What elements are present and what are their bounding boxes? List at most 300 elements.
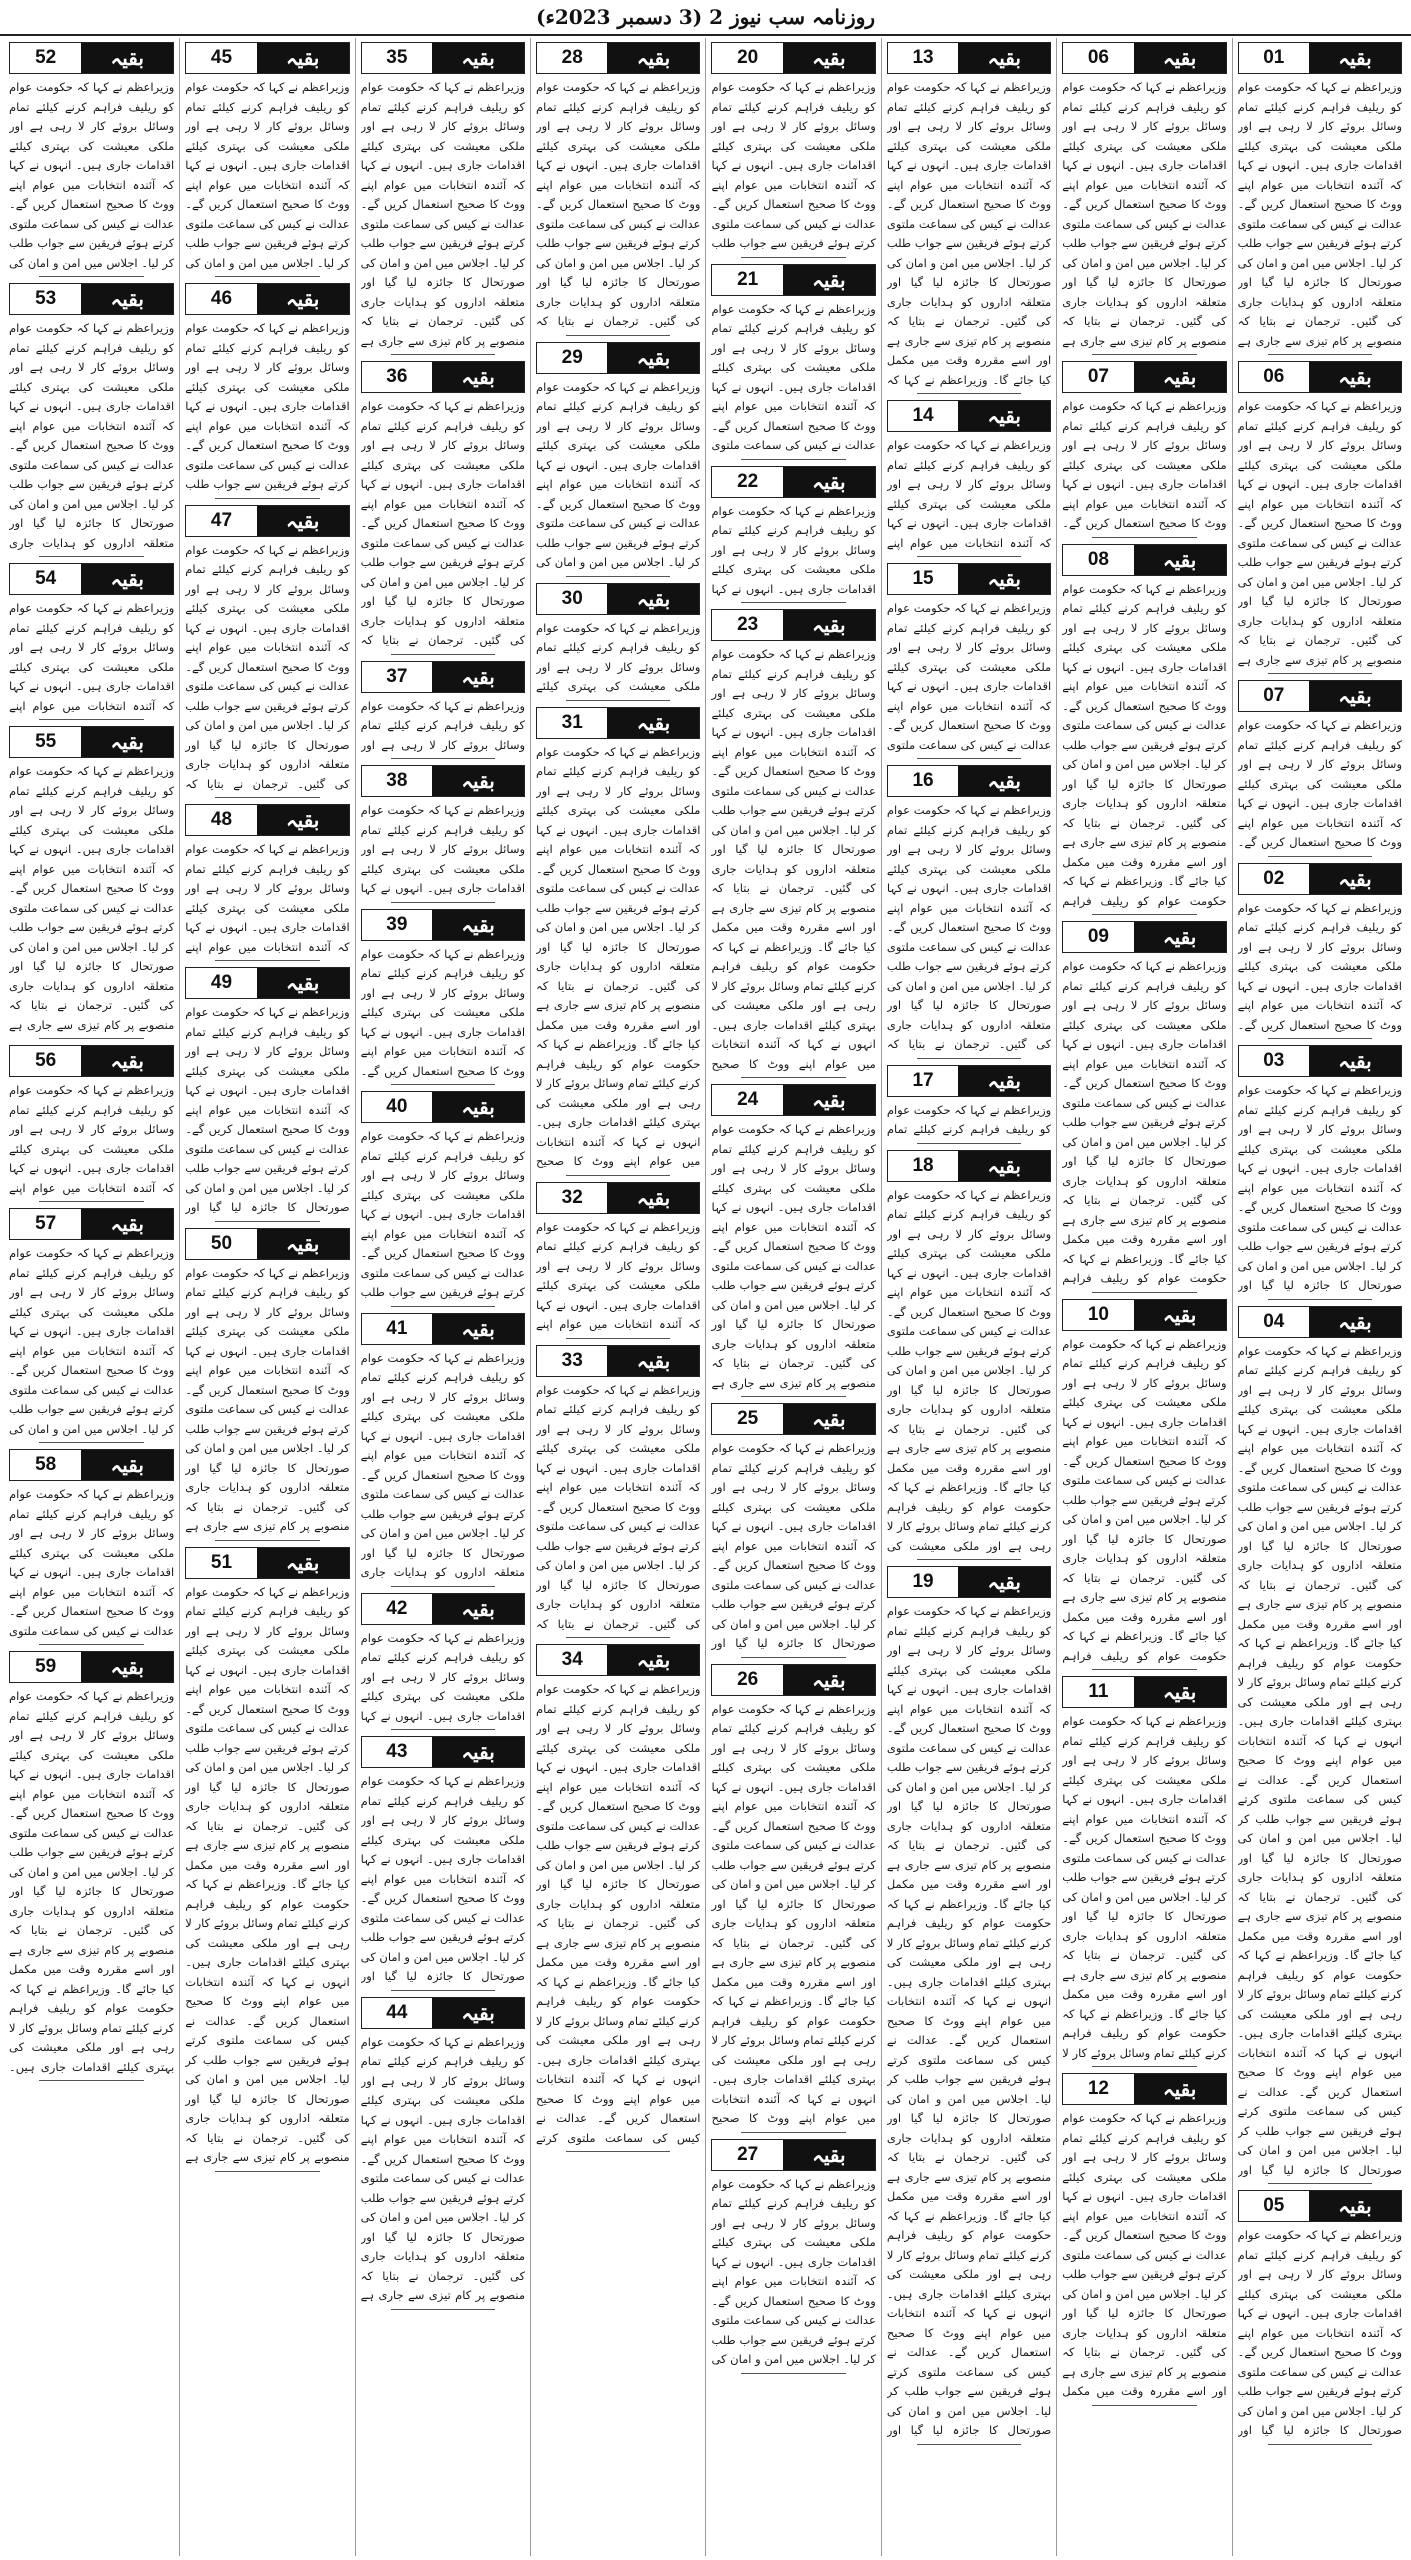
end-rule — [215, 2171, 319, 2172]
continuation-number: 25 — [712, 1404, 782, 1434]
baqiya-label: بقیہ — [1309, 2191, 1401, 2221]
continuation-number: 44 — [362, 1998, 432, 2028]
continuation-number: 08 — [1063, 545, 1133, 575]
baqiya-header — [361, 661, 525, 693]
baqiya-label: بقیہ — [783, 2140, 875, 2170]
baqiya-label: بقیہ — [607, 1183, 699, 1213]
baqiya-header — [711, 1084, 875, 1116]
baqiya-header — [887, 563, 1051, 595]
continuation-block — [887, 42, 1051, 394]
baqiya-label: بقیہ — [257, 1229, 349, 1259]
continuation-number: 42 — [362, 1594, 432, 1624]
article-text: وزیراعظم نے کہا کہ حکومت عوام کو ریلیف فراہم کرنے کیلئے تمام وسائل بروئے کار لا رہی ہے اور ملکی معیشت کی بہتری کیلئے اقدامات جاری ہیں۔ انہوں نے کہا کہ آئندہ انتخابات میں عوام اپنے ووٹ کا صحیح استعمال کریں گے۔ عدالت نے کیس کی سماعت ملتوی — [886, 601, 1052, 752]
end-rule — [215, 960, 319, 961]
end-rule — [39, 1442, 144, 1443]
continuation-number: 07 — [1239, 681, 1309, 711]
baqiya-label: بقیہ — [1134, 43, 1226, 73]
continuation-number: 55 — [10, 727, 81, 757]
baqiya-header — [1238, 863, 1402, 895]
article-text: وزیراعظم نے کہا کہ حکومت عوام کو ریلیف فراہم کرنے کیلئے تمام وسائل بروئے کار لا رہی ہے اور ملکی معیشت کی بہتری کیلئے اقدامات جاری ہیں۔ انہوں نے کہا کہ آئندہ انتخابات میں عوام اپنے ووٹ کا صحیح استعمال کریں گے۔ عدالت نے کیس کی سماعت ملتوی کرتے ہوئے فریقین سے جواب طلب کر لیا۔ اجلاس میں امن و امان کی — [185, 80, 350, 270]
article-text: وزیراعظم نے کہا کہ حکومت عوام کو ریلیف فراہم کرنے کیلئے تمام وسائل بروئے کار لا رہی ہے اور ملکی معیشت کی بہتری کیلئے اقدامات جاری ہیں۔ انہوں نے کہا کہ آئندہ انتخابات میں عوام اپنے — [185, 842, 350, 954]
baqiya-header — [536, 42, 700, 74]
continuation-block — [361, 909, 525, 1086]
baqiya-label: بقیہ — [257, 968, 349, 998]
baqiya-header — [361, 1736, 525, 1768]
continuation-block — [1238, 680, 1402, 857]
baqiya-label: بقیہ — [958, 766, 1050, 796]
baqiya-header — [1238, 42, 1402, 74]
column — [881, 38, 1056, 2556]
baqiya-label: بقیہ — [81, 1209, 173, 1239]
continuation-number: 40 — [362, 1092, 432, 1122]
article-text: وزیراعظم نے کہا کہ حکومت عوام کو ریلیف فراہم کرنے کیلئے تمام وسائل بروئے کار لا رہی ہے اور ملکی معیشت کی بہتری کیلئے اقدامات جاری ہیں۔ انہوں نے کہا کہ آئندہ انتخابات میں عوام اپنے ووٹ کا صحیح استعمال کریں گے۔ عدالت نے کیس کی سماعت ملتوی کرتے ہوئے فریقین سے جواب طلب کر لیا۔ اجلاس میں امن و امان کی صورتحال کا جائزہ لیا گیا اور متعلقہ اداروں کو ہدایات جاری کی گئیں۔ ترجمان نے بتایا کہ — [536, 80, 701, 328]
article-text: وزیراعظم نے کہا کہ حکومت عوام کو ریلیف فراہم کرنے کیلئے تمام وسائل بروئے کار لا رہی ہے اور ملکی معیشت کی بہتری کیلئے اقدامات جاری ہیں۔ انہوں نے کہا کہ آئندہ انتخابات میں عوام اپنے ووٹ کا صحیح استعمال کریں گے۔ عدالت نے کیس کی سماعت ملتوی کرتے ہوئے فریقین سے جواب طلب کر لیا۔ اجلاس میں امن و امان کی صورتحال کا جائزہ لیا گیا اور متعلقہ اداروں کو ہدایات جاری کی گئیں۔ ترجمان نے بتایا کہ منصوبے پر کام تیزی سے جاری ہے اور اسے مقررہ وقت میں مکمل کیا جائے گا۔ وزیراعظم نے کہا کہ حکومت عوام کو ریلیف فراہم کرنے کیلئے تمام وسائل بروئے کار لا رہی ہے اور ملکی معیشت کی بہتری کیلئے اقدامات جاری ہیں۔ انہوں نے کہا کہ آئندہ انتخابات میں عوام اپنے ووٹ کا صحیح — [711, 647, 876, 1071]
continuation-block — [1062, 1676, 1226, 2067]
article-text: وزیراعظم نے کہا کہ حکومت عوام کو ریلیف فراہم کرنے کیلئے تمام وسائل بروئے کار لا رہی ہے اور ملکی معیشت کی بہتری کیلئے اقدامات جاری ہیں۔ انہوں نے کہا — [360, 803, 526, 895]
column — [355, 38, 530, 2556]
article-text: وزیراعظم نے کہا کہ حکومت عوام کو ریلیف فراہم کرنے کیلئے تمام وسائل بروئے کار لا رہی ہے اور ملکی معیشت کی بہتری کیلئے اقدامات جاری ہیں۔ انہوں نے کہا کہ آئندہ انتخابات میں عوام اپنے ووٹ کا صحیح استعمال کریں گے۔ عدالت نے کیس کی سماعت ملتوی کرتے ہوئے فریقین سے جواب طلب کر لیا۔ اجلاس میں امن و امان کی صورتحال کا جائزہ لیا گیا اور متعلقہ اداروں کو ہدایات جاری کی گئیں۔ ترجمان نے بتایا کہ منصوبے پر کام تیزی سے جاری ہے اور اسے مقررہ وقت میں مکمل کیا جائے گا۔ وزیراعظم نے کہا کہ حکومت عوام کو ریلیف فراہم — [1062, 581, 1227, 908]
baqiya-label: بقیہ — [1134, 362, 1226, 392]
continuation-block — [887, 1566, 1051, 2445]
baqiya-label: بقیہ — [81, 727, 173, 757]
continuation-number: 58 — [10, 1450, 81, 1480]
end-rule — [391, 354, 495, 355]
end-rule — [917, 758, 1021, 759]
end-rule — [1092, 2405, 1196, 2406]
article-text: وزیراعظم نے کہا کہ حکومت عوام کو ریلیف فراہم کرنے کیلئے تمام وسائل بروئے کار لا رہی ہے اور ملکی معیشت کی بہتری کیلئے اقدامات جاری ہیں۔ انہوں نے کہا کہ آئندہ انتخابات میں عوام اپنے ووٹ کا صحیح استعمال کریں گے۔ عدالت نے کیس کی سماعت ملتوی کرتے ہوئے فریقین سے جواب طلب کر لیا۔ اجلاس میں امن و امان کی — [9, 1246, 175, 1436]
baqiya-header — [536, 1644, 700, 1676]
baqiya-label: بقیہ — [257, 43, 349, 73]
continuation-number: 13 — [888, 43, 958, 73]
continuation-block — [361, 661, 525, 760]
continuation-block — [536, 42, 700, 336]
end-rule — [917, 1559, 1021, 1560]
continuation-block — [887, 765, 1051, 1059]
article-text: وزیراعظم نے کہا کہ حکومت عوام کو ریلیف فراہم کرنے کیلئے تمام وسائل بروئے کار لا رہی ہے اور ملکی معیشت کی بہتری کیلئے اقدامات جاری ہیں۔ انہوں نے کہا کہ آئندہ انتخابات میں عوام اپنے ووٹ کا صحیح استعمال کریں گے۔ عدالت نے کیس کی سماعت ملتوی کرتے ہوئے فریقین سے جواب طلب کر لیا۔ اجلاس میں امن و امان کی صورتحال کا جائزہ لیا گیا اور متعلقہ اداروں کو ہدایات جاری کی گئیں۔ ترجمان نے بتایا کہ منصوبے پر کام تیزی سے جاری ہے اور اسے مقررہ وقت میں مکمل کیا جائے گا۔ وزیراعظم نے کہا کہ حکومت عوام کو ریلیف فراہم کرنے کیلئے تمام وسائل بروئے کار لا رہی ہے اور ملکی معیشت کی بہتری کیلئے اقدامات جاری ہیں۔ انہوں نے کہا کہ آئندہ انتخابات میں عوام اپنے ووٹ کا صحیح استعمال کریں گے۔ عدالت نے کیس کی سماعت ملتوی کرتے ہوئے فریقین سے جواب طلب کر لیا۔ اجلاس میں امن و امان کی صورتحال کا جائزہ لیا گیا اور متعلقہ اداروں کو ہدایات جاری کی گئیں۔ ترجمان نے بتایا کہ منصوبے پر کام تیزی سے جاری ہے — [185, 1584, 350, 2164]
baqiya-label: بقیہ — [1134, 1677, 1226, 1707]
end-rule — [391, 654, 495, 655]
continuation-number: 36 — [362, 362, 432, 392]
continuation-block — [1238, 361, 1402, 674]
baqiya-header — [1062, 42, 1226, 74]
end-rule — [1268, 2444, 1372, 2445]
end-rule — [39, 1644, 144, 1645]
baqiya-header — [185, 42, 349, 74]
continuation-block — [1062, 1299, 1226, 1671]
baqiya-label: بقیہ — [1309, 43, 1401, 73]
continuation-number: 47 — [186, 506, 256, 536]
end-rule — [566, 700, 670, 701]
baqiya-label: بقیہ — [432, 1737, 524, 1767]
baqiya-header — [887, 1065, 1051, 1097]
baqiya-label: بقیہ — [432, 1594, 524, 1624]
baqiya-header — [361, 1593, 525, 1625]
end-rule — [1268, 856, 1372, 857]
article-text: وزیراعظم نے کہا کہ حکومت عوام کو ریلیف فراہم کرنے کیلئے تمام وسائل بروئے کار لا رہی ہے اور — [360, 698, 526, 752]
article-text: وزیراعظم نے کہا کہ حکومت عوام کو ریلیف فراہم کرنے کیلئے تمام وسائل بروئے کار لا رہی ہے اور ملکی معیشت کی بہتری کیلئے اقدامات جاری ہیں۔ انہوں نے کہا کہ آئندہ انتخابات میں عوام اپنے — [536, 1219, 701, 1331]
baqiya-label: بقیہ — [1134, 922, 1226, 952]
end-rule — [917, 2444, 1021, 2445]
baqiya-label: بقیہ — [432, 766, 524, 796]
continuation-block — [185, 1228, 349, 1541]
continuation-block — [361, 1091, 525, 1307]
end-rule — [215, 797, 319, 798]
continuation-block — [1238, 2190, 1402, 2445]
continuation-block — [536, 583, 700, 701]
end-rule — [391, 1586, 495, 1587]
continuation-number: 32 — [537, 1183, 607, 1213]
article-text: وزیراعظم نے کہا کہ حکومت عوام کو ریلیف فراہم کرنے کیلئے تمام وسائل بروئے کار لا رہی ہے اور ملکی معیشت کی بہتری کیلئے — [536, 620, 701, 693]
column — [1056, 38, 1231, 2556]
article-text: وزیراعظم نے کہا کہ حکومت عوام کو ریلیف فراہم کرنے کیلئے تمام وسائل بروئے کار لا رہی ہے اور ملکی معیشت کی بہتری کیلئے اقدامات جاری ہیں۔ انہوں نے کہا کہ آئندہ انتخابات میں عوام اپنے ووٹ کا صحیح استعمال کریں گے۔ عدالت نے کیس کی سماعت ملتوی کرتے ہوئے فریقین سے جواب طلب — [185, 321, 350, 491]
continuation-number: 15 — [888, 564, 958, 594]
continuation-block — [887, 400, 1051, 557]
continuation-block — [361, 765, 525, 903]
baqiya-label: بقیہ — [432, 362, 524, 392]
continuation-number: 57 — [10, 1209, 81, 1239]
baqiya-label: بقیہ — [607, 708, 699, 738]
baqiya-label: بقیہ — [783, 43, 875, 73]
baqiya-header — [1238, 1045, 1402, 1077]
end-rule — [917, 556, 1021, 557]
article-text: وزیراعظم نے کہا کہ حکومت عوام کو ریلیف فراہم کرنے کیلئے تمام وسائل بروئے کار لا رہی ہے اور ملکی معیشت کی بہتری کیلئے اقدامات جاری ہیں۔ انہوں نے کہا کہ آئندہ انتخابات میں عوام اپنے ووٹ کا صحیح استعمال کریں گے۔ عدالت نے کیس کی سماعت ملتوی کرتے ہوئے فریقین سے جواب طلب کر لیا۔ اجلاس میں امن و امان کی صورتحال کا جائزہ لیا گیا اور متعلقہ اداروں کو ہدایات جاری کی گئیں۔ ترجمان نے بتایا کہ منصوبے پر کام تیزی سے جاری ہے اور اسے مقررہ وقت میں مکمل کیا جائے گا۔ وزیراعظم نے کہا کہ حکومت عوام کو ریلیف فراہم کرنے کیلئے تمام وسائل بروئے کار لا رہی ہے اور ملکی معیشت کی بہتری کیلئے اقدامات جاری ہیں۔ انہوں نے کہا کہ آئندہ انتخابات میں عوام اپنے ووٹ کا صحیح — [536, 744, 701, 1168]
baqiya-header — [185, 967, 349, 999]
article-text: وزیراعظم نے کہا کہ حکومت عوام کو ریلیف فراہم کرنے کیلئے تمام — [886, 1102, 1052, 1136]
continuation-block — [1062, 42, 1226, 355]
continuation-block — [1238, 1045, 1402, 1300]
continuation-number: 06 — [1063, 43, 1133, 73]
baqiya-label: بقیہ — [1134, 545, 1226, 575]
article-text: وزیراعظم نے کہا کہ حکومت عوام کو ریلیف فراہم کرنے کیلئے تمام وسائل بروئے کار لا رہی ہے اور ملکی معیشت کی بہتری کیلئے اقدامات جاری ہیں۔ انہوں نے کہا کہ آئندہ انتخابات میں عوام اپنے ووٹ کا صحیح استعمال کریں گے۔ عدالت نے کیس کی سماعت ملتوی کرتے ہوئے فریقین سے جواب طلب کر لیا۔ اجلاس میں امن و امان کی صورتحال کا جائزہ لیا گیا اور متعلقہ اداروں کو ہدایات جاری کی گئیں۔ ترجمان نے بتایا کہ منصوبے پر کام تیزی سے جاری ہے اور اسے مقررہ وقت میں مکمل کیا جائے گا۔ وزیراعظم نے کہا کہ حکومت عوام کو ریلیف فراہم — [1062, 959, 1227, 1285]
baqiya-header — [711, 466, 875, 498]
baqiya-header — [9, 1651, 174, 1683]
end-rule — [917, 1058, 1021, 1059]
baqiya-header — [711, 1664, 875, 1696]
end-rule — [391, 2309, 495, 2310]
baqiya-header — [1062, 361, 1226, 393]
continuation-block — [361, 1736, 525, 1991]
baqiya-label: بقیہ — [1309, 362, 1401, 392]
article-text: وزیراعظم نے کہا کہ حکومت عوام کو ریلیف فراہم کرنے کیلئے تمام وسائل بروئے کار لا رہی ہے اور ملکی معیشت کی بہتری کیلئے اقدامات جاری ہیں۔ انہوں نے کہا — [360, 1630, 526, 1723]
article-text: وزیراعظم نے کہا کہ حکومت عوام کو ریلیف فراہم کرنے کیلئے تمام وسائل بروئے کار لا رہی ہے اور ملکی معیشت کی بہتری کیلئے اقدامات جاری ہیں۔ انہوں نے کہا کہ آئندہ انتخابات میں عوام اپنے ووٹ کا صحیح استعمال کریں گے۔ عدالت نے کیس کی سماعت ملتوی کرتے ہوئے فریقین سے جواب طلب کر لیا۔ اجلاس میں امن و امان کی صورتحال کا جائزہ لیا گیا اور متعلقہ اداروں کو ہدایات جاری کی گئیں۔ ترجمان نے بتایا کہ منصوبے پر کام تیزی سے جاری ہے اور اسے مقررہ وقت میں مکمل کیا جائے گا۔ وزیراعظم نے کہا کہ حکومت عوام کو ریلیف فراہم کرنے کیلئے تمام وسائل بروئے کار لا رہی ہے اور ملکی معیشت کی بہتری کیلئے اقدامات جاری ہیں۔ انہوں نے کہا کہ آئندہ انتخابات میں عوام اپنے ووٹ کا صحیح استعمال کریں گے۔ عدالت نے کیس کی سماعت ملتوی کرتے ہوئے فریقین سے جواب طلب کر لیا۔ اجلاس میں امن و امان کی صورتحال کا جائزہ لیا گیا اور متعلقہ اداروں کو ہدایات جاری کی گئیں۔ ترجمان نے بتایا کہ منصوبے پر کام تیزی سے جاری ہے اور اسے مقررہ وقت میں مکمل کیا جائے گا۔ وزیراعظم نے کہا کہ حکومت عوام کو ریلیف فراہم کرنے کیلئے تمام وسائل بروئے کار لا رہی ہے اور ملکی معیشت کی بہتری کیلئے اقدامات جاری ہیں۔ انہوں نے کہا کہ آئندہ انتخابات میں عوام اپنے ووٹ کا صحیح استعمال کریں گے۔ عدالت نے کیس کی سماعت ملتوی کرتے ہوئے فریقین سے جواب طلب کر لیا۔ اجلاس میں امن و امان کی صورتحال کا جائزہ لیا گیا اور — [1237, 1343, 1402, 2177]
continuation-block — [1062, 361, 1226, 538]
continuation-block — [9, 1449, 174, 1645]
baqiya-label: بقیہ — [257, 805, 349, 835]
baqiya-header — [1062, 2073, 1226, 2105]
baqiya-label: بقیہ — [432, 43, 524, 73]
end-rule — [215, 276, 319, 277]
continuation-number: 26 — [712, 1665, 782, 1695]
end-rule — [566, 576, 670, 577]
baqiya-label: بقیہ — [783, 1665, 875, 1695]
baqiya-header — [1062, 1299, 1226, 1331]
end-rule — [1268, 2183, 1372, 2184]
end-rule — [1092, 1292, 1196, 1293]
end-rule — [1268, 1038, 1372, 1039]
baqiya-label: بقیہ — [257, 284, 349, 314]
continuation-number: 35 — [362, 43, 432, 73]
continuation-block — [1238, 1306, 1402, 2185]
end-rule — [741, 257, 845, 258]
continuation-number: 21 — [712, 265, 782, 295]
end-rule — [566, 1338, 670, 1339]
baqiya-label: بقیہ — [1134, 1300, 1226, 1330]
continuation-block — [9, 1651, 174, 2081]
baqiya-header — [361, 909, 525, 941]
column — [179, 38, 354, 2556]
article-text: وزیراعظم نے کہا کہ حکومت عوام کو ریلیف فراہم کرنے کیلئے تمام وسائل بروئے کار لا رہی ہے اور ملکی معیشت کی بہتری کیلئے اقدامات جاری ہیں۔ انہوں نے کہا کہ آئندہ انتخابات میں عوام اپنے ووٹ کا صحیح استعمال کریں گے۔ عدالت نے کیس کی سماعت ملتوی کرتے ہوئے فریقین سے جواب طلب کر لیا۔ اجلاس میں امن و امان کی صورتحال کا جائزہ لیا گیا اور متعلقہ اداروں کو ہدایات جاری کی گئیں۔ ترجمان نے بتایا کہ — [536, 1382, 701, 1631]
baqiya-header — [887, 1150, 1051, 1182]
baqiya-header — [1238, 2190, 1402, 2222]
article-text: وزیراعظم نے کہا کہ حکومت عوام کو ریلیف فراہم کرنے کیلئے تمام وسائل بروئے کار لا رہی ہے اور ملکی معیشت کی بہتری کیلئے اقدامات جاری ہیں۔ انہوں نے کہا کہ آئندہ انتخابات میں عوام اپنے ووٹ کا صحیح استعمال کریں گے۔ عدالت نے کیس کی سماعت ملتوی کرتے ہوئے فریقین سے جواب طلب کر لیا۔ اجلاس میں امن و امان کی صورتحال کا جائزہ لیا گیا اور متعلقہ اداروں کو ہدایات جاری کی گئیں۔ ترجمان نے بتایا کہ منصوبے پر کام تیزی سے جاری ہے — [9, 764, 175, 1032]
continuation-number: 02 — [1239, 864, 1309, 894]
baqiya-header — [536, 1182, 700, 1214]
baqiya-label: بقیہ — [81, 43, 173, 73]
end-rule — [215, 1221, 319, 1222]
article-text: وزیراعظم نے کہا کہ حکومت عوام کو ریلیف فراہم کرنے کیلئے تمام وسائل بروئے کار لا رہی ہے اور ملکی معیشت کی بہتری کیلئے اقدامات جاری ہیں۔ انہوں نے کہا کہ آئندہ انتخابات میں عوام اپنے ووٹ کا صحیح استعمال کریں گے۔ — [360, 946, 526, 1078]
continuation-number: 24 — [712, 1085, 782, 1115]
end-rule — [917, 1143, 1021, 1144]
continuation-block — [185, 505, 349, 799]
end-rule — [566, 2151, 670, 2152]
continuation-number: 03 — [1239, 1046, 1309, 1076]
baqiya-label: بقیہ — [958, 1151, 1050, 1181]
continuation-block — [536, 707, 700, 1176]
continuation-number: 20 — [712, 43, 782, 73]
baqiya-label: بقیہ — [81, 284, 173, 314]
end-rule — [566, 1637, 670, 1638]
continuation-number: 51 — [186, 1548, 256, 1578]
article-text: وزیراعظم نے کہا کہ حکومت عوام کو ریلیف فراہم کرنے کیلئے تمام وسائل بروئے کار لا رہی ہے اور ملکی معیشت کی بہتری کیلئے اقدامات جاری ہیں۔ انہوں نے کہا کہ آئندہ انتخابات میں عوام اپنے ووٹ کا صحیح استعمال کریں گے۔ عدالت نے کیس کی سماعت ملتوی کرتے ہوئے فریقین سے جواب طلب کر لیا۔ اجلاس میں امن و امان کی صورتحال کا جائزہ لیا گیا اور متعلقہ اداروں کو ہدایات جاری کی گئیں۔ ترجمان نے بتایا کہ منصوبے پر کام تیزی سے جاری ہے — [185, 1265, 350, 1533]
baqiya-header — [361, 765, 525, 797]
baqiya-label: بقیہ — [958, 1066, 1050, 1096]
baqiya-header — [185, 1228, 349, 1260]
baqiya-header — [1062, 921, 1226, 953]
end-rule — [917, 393, 1021, 394]
baqiya-label: بقیہ — [1309, 681, 1401, 711]
continuation-number: 29 — [537, 343, 607, 373]
baqiya-header — [887, 400, 1051, 432]
end-rule — [391, 902, 495, 903]
continuation-number: 23 — [712, 610, 782, 640]
continuation-number: 45 — [186, 43, 256, 73]
article-text: وزیراعظم نے کہا کہ حکومت عوام کو ریلیف فراہم کرنے کیلئے تمام وسائل بروئے کار لا رہی ہے اور ملکی معیشت کی بہتری کیلئے اقدامات جاری ہیں۔ انہوں نے کہا کہ آئندہ انتخابات میں عوام اپنے ووٹ کا صحیح استعمال کریں گے۔ عدالت نے کیس کی سماعت ملتوی کرتے ہوئے فریقین سے جواب طلب — [360, 1129, 526, 1299]
baqiya-label: بقیہ — [607, 1346, 699, 1376]
article-text: وزیراعظم نے کہا کہ حکومت عوام کو ریلیف فراہم کرنے کیلئے تمام وسائل بروئے کار لا رہی ہے اور ملکی معیشت کی بہتری کیلئے اقدامات جاری ہیں۔ انہوں نے کہا کہ آئندہ انتخابات میں عوام اپنے ووٹ کا صحیح استعمال کریں گے۔ — [1062, 399, 1227, 530]
baqiya-label: بقیہ — [257, 1548, 349, 1578]
continuation-number: 50 — [186, 1229, 256, 1259]
continuation-block — [1062, 2073, 1226, 2406]
continuation-block — [9, 1208, 174, 1443]
continuation-block — [9, 563, 174, 720]
continuation-block — [536, 1644, 700, 2152]
end-rule — [391, 1990, 495, 1991]
article-text: وزیراعظم نے کہا کہ حکومت عوام کو ریلیف فراہم کرنے کیلئے تمام وسائل بروئے کار لا رہی ہے اور ملکی معیشت کی بہتری کیلئے اقدامات جاری ہیں۔ انہوں نے کہا کہ آئندہ انتخابات میں عوام اپنے — [9, 601, 175, 713]
article-text: وزیراعظم نے کہا کہ حکومت عوام کو ریلیف فراہم کرنے کیلئے تمام وسائل بروئے کار لا رہی ہے اور ملکی معیشت کی بہتری کیلئے اقدامات جاری ہیں۔ انہوں نے کہا کہ آئندہ انتخابات میں عوام اپنے ووٹ کا صحیح استعمال کریں گے۔ عدالت نے کیس کی سماعت ملتوی کرتے ہوئے فریقین سے جواب طلب کر لیا۔ اجلاس میں امن و امان کی صورتحال کا جائزہ لیا گیا اور — [711, 1441, 876, 1650]
continuation-number: 22 — [712, 467, 782, 497]
article-text: وزیراعظم نے کہا کہ حکومت عوام کو ریلیف فراہم کرنے کیلئے تمام وسائل بروئے کار لا رہی ہے اور ملکی معیشت کی بہتری کیلئے اقدامات جاری ہیں۔ انہوں نے کہا کہ آئندہ انتخابات میں عوام اپنے ووٹ کا صحیح استعمال کریں گے۔ عدالت نے کیس کی سماعت ملتوی کرتے ہوئے فریقین سے جواب طلب کر لیا۔ اجلاس میں امن و امان کی صورتحال کا جائزہ لیا گیا اور متعلقہ اداروں کو ہدایات جاری کی گئیں۔ ترجمان نے بتایا کہ — [185, 542, 350, 791]
continuation-number: 17 — [888, 1066, 958, 1096]
article-text: وزیراعظم نے کہا کہ حکومت عوام کو ریلیف فراہم کرنے کیلئے تمام وسائل بروئے کار لا رہی ہے اور ملکی معیشت کی بہتری کیلئے اقدامات جاری ہیں۔ انہوں نے کہا کہ آئندہ انتخابات میں عوام اپنے ووٹ کا صحیح استعمال کریں گے۔ عدالت نے کیس کی سماعت ملتوی کرتے ہوئے فریقین سے جواب طلب کر لیا۔ اجلاس میں امن و امان کی — [711, 2176, 876, 2366]
end-rule — [39, 719, 144, 720]
baqiya-label: بقیہ — [1134, 2074, 1226, 2104]
baqiya-label: بقیہ — [958, 1567, 1050, 1597]
continuation-number: 48 — [186, 805, 256, 835]
article-text: وزیراعظم نے کہا کہ حکومت عوام کو ریلیف فراہم کرنے کیلئے تمام وسائل بروئے کار لا رہی ہے اور ملکی معیشت کی بہتری کیلئے اقدامات جاری ہیں۔ انہوں نے کہا کہ آئندہ انتخابات میں عوام اپنے ووٹ کا صحیح استعمال کریں گے۔ عدالت نے کیس کی سماعت ملتوی — [711, 301, 876, 452]
continuation-block — [711, 2139, 875, 2374]
baqiya-label: بقیہ — [81, 1046, 173, 1076]
continuation-number: 06 — [1239, 362, 1309, 392]
end-rule — [1092, 914, 1196, 915]
continuation-number: 28 — [537, 43, 607, 73]
continuation-number: 56 — [10, 1046, 81, 1076]
baqiya-label: بقیہ — [783, 467, 875, 497]
article-text: وزیراعظم نے کہا کہ حکومت عوام کو ریلیف فراہم کرنے کیلئے تمام وسائل بروئے کار لا رہی ہے اور ملکی معیشت کی بہتری کیلئے اقدامات جاری ہیں۔ انہوں نے کہا — [711, 503, 876, 596]
baqiya-label: بقیہ — [81, 1450, 173, 1480]
continuation-number: 52 — [10, 43, 81, 73]
continuation-block — [185, 1547, 349, 2172]
baqiya-header — [185, 804, 349, 836]
continuation-number: 43 — [362, 1737, 432, 1767]
end-rule — [566, 1175, 670, 1176]
baqiya-header — [361, 1313, 525, 1345]
continuation-number: 39 — [362, 910, 432, 940]
baqiya-label: بقیہ — [607, 43, 699, 73]
article-text: وزیراعظم نے کہا کہ حکومت عوام کو ریلیف فراہم کرنے کیلئے تمام وسائل بروئے کار لا رہی ہے اور ملکی معیشت کی بہتری کیلئے اقدامات جاری ہیں۔ انہوں نے کہا کہ آئندہ انتخابات میں عوام اپنے ووٹ کا صحیح استعمال کریں گے۔ عدالت نے کیس کی سماعت ملتوی کرتے ہوئے فریقین سے جواب طلب کر لیا۔ اجلاس میں امن و امان کی صورتحال کا جائزہ لیا گیا اور متعلقہ اداروں کو ہدایات جاری کی گئیں۔ ترجمان نے بتایا کہ منصوبے پر کام تیزی سے جاری ہے اور اسے مقررہ وقت میں مکمل — [1062, 2111, 1227, 2398]
baqiya-header — [361, 1091, 525, 1123]
baqiya-label: بقیہ — [958, 564, 1050, 594]
continuation-block — [536, 1345, 700, 1639]
baqiya-header — [185, 1547, 349, 1579]
baqiya-header — [887, 1566, 1051, 1598]
continuation-block — [185, 283, 349, 499]
article-text: وزیراعظم نے کہا کہ حکومت عوام کو ریلیف فراہم کرنے کیلئے تمام وسائل بروئے کار لا رہی ہے اور ملکی معیشت کی بہتری کیلئے اقدامات جاری ہیں۔ انہوں نے کہا کہ آئندہ انتخابات میں عوام اپنے ووٹ کا صحیح استعمال کریں گے۔ — [1237, 900, 1402, 1032]
baqiya-header — [536, 583, 700, 615]
baqiya-label: بقیہ — [432, 1092, 524, 1122]
continuation-block — [711, 609, 875, 1078]
continuation-block — [9, 1045, 174, 1202]
end-rule — [391, 1306, 495, 1307]
end-rule — [1268, 673, 1372, 674]
continuation-block — [711, 1403, 875, 1658]
continuation-number: 27 — [712, 2140, 782, 2170]
continuation-block — [1062, 544, 1226, 916]
continuation-number: 41 — [362, 1314, 432, 1344]
column — [705, 38, 880, 2556]
article-text: وزیراعظم نے کہا کہ حکومت عوام کو ریلیف فراہم کرنے کیلئے تمام وسائل بروئے کار لا رہی ہے اور ملکی معیشت کی بہتری کیلئے اقدامات جاری ہیں۔ انہوں نے کہا کہ آئندہ انتخابات میں عوام اپنے ووٹ کا صحیح استعمال کریں گے۔ عدالت نے کیس کی سماعت ملتوی کرتے ہوئے فریقین سے جواب طلب کر لیا۔ اجلاس میں امن و امان کی صورتحال کا جائزہ لیا گیا اور — [1237, 2228, 1402, 2437]
baqiya-header — [887, 765, 1051, 797]
baqiya-header — [185, 283, 349, 315]
end-rule — [391, 1729, 495, 1730]
continuation-number: 05 — [1239, 2191, 1309, 2221]
continuation-block — [536, 1182, 700, 1339]
baqiya-header — [711, 2139, 875, 2171]
continuation-number: 01 — [1239, 43, 1309, 73]
article-text: وزیراعظم نے کہا کہ حکومت عوام کو ریلیف فراہم کرنے کیلئے تمام وسائل بروئے کار لا رہی ہے اور ملکی معیشت کی بہتری کیلئے اقدامات جاری ہیں۔ انہوں نے کہا کہ آئندہ انتخابات میں عوام اپنے ووٹ کا صحیح استعمال کریں گے۔ عدالت نے کیس کی سماعت ملتوی کرتے ہوئے فریقین سے جواب طلب کر لیا۔ اجلاس میں امن و امان کی صورتحال کا جائزہ لیا گیا اور متعلقہ اداروں کو ہدایات جاری کی گئیں۔ ترجمان نے بتایا کہ منصوبے پر کام تیزی سے جاری ہے اور اسے مقررہ وقت میں مکمل کیا جائے گا۔ وزیراعظم نے کہا کہ حکومت عوام کو ریلیف فراہم — [1062, 1336, 1227, 1663]
baqiya-header — [711, 42, 875, 74]
end-rule — [1092, 537, 1196, 538]
article-text: وزیراعظم نے کہا کہ حکومت عوام کو ریلیف فراہم کرنے کیلئے تمام وسائل بروئے کار لا رہی ہے اور ملکی معیشت کی بہتری کیلئے اقدامات جاری ہیں۔ انہوں نے کہا کہ آئندہ انتخابات میں عوام اپنے ووٹ کا صحیح استعمال کریں گے۔ عدالت نے کیس کی سماعت ملتوی کرتے ہوئے فریقین سے جواب طلب کر لیا۔ اجلاس میں امن و امان کی صورتحال کا جائزہ لیا گیا اور متعلقہ اداروں کو ہدایات جاری کی گئیں۔ ترجمان نے بتایا کہ منصوبے پر کام تیزی سے جاری ہے اور اسے مقررہ وقت میں مکمل کیا جائے گا۔ وزیراعظم نے کہا کہ حکومت عوام کو ریلیف فراہم کرنے کیلئے تمام وسائل بروئے کار لا رہی ہے اور ملکی معیشت کی بہتری کیلئے اقدامات جاری ہیں۔ انہوں نے کہا کہ آئندہ انتخابات میں عوام اپنے ووٹ کا صحیح استعمال کریں گے۔ عدالت نے کیس کی سماعت ملتوی کرتے ہوئے فریقین سے جواب طلب کر لیا۔ اجلاس میں امن و امان کی صورتحال کا جائزہ لیا گیا اور متعلقہ اداروں کو ہدایات جاری کی گئیں۔ ترجمان نے بتایا کہ منصوبے پر کام تیزی سے جاری ہے اور اسے مقررہ وقت میں مکمل کیا جائے گا۔ وزیراعظم نے کہا کہ حکومت عوام کو ریلیف فراہم کرنے کیلئے تمام وسائل بروئے کار لا رہی ہے اور ملکی معیشت کی بہتری کیلئے اقدامات جاری ہیں۔ انہوں نے کہا کہ آئندہ انتخابات میں عوام اپنے ووٹ کا صحیح استعمال کریں گے۔ عدالت نے کیس کی سماعت ملتوی کرتے ہوئے فریقین سے جواب طلب کر لیا۔ اجلاس میں امن و امان کی صورتحال کا جائزہ لیا گیا اور — [886, 1604, 1052, 2437]
column — [1232, 38, 1407, 2556]
article-text: وزیراعظم نے کہا کہ حکومت عوام کو ریلیف فراہم کرنے کیلئے تمام وسائل بروئے کار لا رہی ہے اور ملکی معیشت کی بہتری کیلئے اقدامات جاری ہیں۔ انہوں نے کہا کہ آئندہ انتخابات میں عوام اپنے ووٹ کا صحیح استعمال کریں گے۔ عدالت نے کیس کی سماعت ملتوی کرتے ہوئے فریقین سے جواب طلب کر لیا۔ اجلاس میں امن و امان کی صورتحال کا جائزہ لیا گیا اور متعلقہ اداروں کو ہدایات جاری کی گئیں۔ ترجمان نے بتایا کہ منصوبے پر کام تیزی سے جاری ہے — [360, 80, 526, 348]
baqiya-label: بقیہ — [432, 1314, 524, 1344]
continuation-block — [361, 1997, 525, 2310]
continuation-number: 59 — [10, 1652, 81, 1682]
baqiya-header — [711, 264, 875, 296]
columns-container — [4, 38, 1407, 2556]
continuation-block — [9, 42, 174, 277]
end-rule — [39, 2080, 144, 2081]
article-text: وزیراعظم نے کہا کہ حکومت عوام کو ریلیف فراہم کرنے کیلئے تمام وسائل بروئے کار لا رہی ہے اور ملکی معیشت کی بہتری کیلئے اقدامات جاری ہیں۔ انہوں نے کہا کہ آئندہ انتخابات میں عوام اپنے ووٹ کا صحیح استعمال کریں گے۔ — [1237, 718, 1402, 849]
continuation-block — [711, 1664, 875, 2133]
continuation-number: 16 — [888, 766, 958, 796]
article-text: وزیراعظم نے کہا کہ حکومت عوام کو ریلیف فراہم کرنے کیلئے تمام وسائل بروئے کار لا رہی ہے اور ملکی معیشت کی بہتری کیلئے اقدامات جاری ہیں۔ انہوں نے کہا کہ آئندہ انتخابات میں عوام اپنے ووٹ کا صحیح استعمال کریں گے۔ عدالت نے کیس کی سماعت ملتوی کرتے ہوئے فریقین سے جواب طلب کر لیا۔ اجلاس میں امن و امان کی صورتحال کا جائزہ لیا گیا اور متعلقہ اداروں کو ہدایات جاری — [9, 321, 175, 550]
column — [4, 38, 179, 2556]
end-rule — [741, 2373, 845, 2374]
continuation-block — [185, 967, 349, 1222]
baqiya-label: بقیہ — [1309, 1307, 1401, 1337]
continuation-block — [185, 42, 349, 277]
end-rule — [741, 1077, 845, 1078]
continuation-block — [9, 283, 174, 557]
continuation-number: 07 — [1063, 362, 1133, 392]
end-rule — [39, 556, 144, 557]
continuation-block — [361, 1593, 525, 1731]
baqiya-header — [536, 1345, 700, 1377]
continuation-block — [711, 264, 875, 460]
article-text: وزیراعظم نے کہا کہ حکومت عوام کو ریلیف فراہم کرنے کیلئے تمام وسائل بروئے کار لا رہی ہے اور ملکی معیشت کی بہتری کیلئے اقدامات جاری ہیں۔ انہوں نے کہا کہ آئندہ انتخابات میں عوام اپنے ووٹ کا صحیح استعمال کریں گے۔ عدالت نے کیس کی سماعت ملتوی کرتے ہوئے فریقین سے جواب طلب کر لیا۔ اجلاس میں امن و امان کی صورتحال کا جائزہ لیا گیا اور متعلقہ اداروں کو ہدایات جاری کی گئیں۔ ترجمان نے بتایا کہ منصوبے پر کام تیزی سے جاری ہے اور اسے مقررہ وقت میں مکمل کیا جائے گا۔ وزیراعظم نے کہا کہ حکومت عوام کو ریلیف فراہم کرنے کیلئے تمام وسائل بروئے کار لا رہی ہے اور ملکی معیشت کی بہتری کیلئے اقدامات جاری ہیں۔ — [9, 1689, 175, 2074]
article-text: وزیراعظم نے کہا کہ حکومت عوام کو ریلیف فراہم کرنے کیلئے تمام وسائل بروئے کار لا رہی ہے اور ملکی معیشت کی بہتری کیلئے اقدامات جاری ہیں۔ انہوں نے کہا کہ آئندہ انتخابات میں عوام اپنے ووٹ کا صحیح استعمال کریں گے۔ عدالت نے کیس کی سماعت ملتوی کرتے ہوئے فریقین سے جواب طلب کر لیا۔ اجلاس میں امن و امان کی صورتحال کا جائزہ لیا گیا اور متعلقہ اداروں کو ہدایات جاری کی گئیں۔ ترجمان نے بتایا کہ منصوبے پر کام تیزی سے جاری ہے اور اسے مقررہ وقت میں مکمل کیا جائے گا۔ وزیراعظم نے کہا کہ حکومت عوام کو ریلیف فراہم کرنے کیلئے تمام وسائل بروئے کار لا رہی ہے اور ملکی معیشت کی بہتری کیلئے اقدامات جاری ہیں۔ انہوں نے کہا کہ آئندہ انتخابات میں عوام اپنے ووٹ کا صحیح استعمال کریں گے۔ عدالت نے کیس کی سماعت ملتوی کرتے — [536, 1682, 701, 2145]
end-rule — [39, 1201, 144, 1202]
continuation-number: 18 — [888, 1151, 958, 1181]
end-rule — [39, 276, 144, 277]
continuation-block — [536, 342, 700, 577]
continuation-number: 53 — [10, 284, 81, 314]
continuation-number: 30 — [537, 584, 607, 614]
baqiya-header — [1238, 680, 1402, 712]
baqiya-header — [711, 609, 875, 641]
continuation-number: 37 — [362, 662, 432, 692]
continuation-block — [887, 1065, 1051, 1144]
baqiya-label: بقیہ — [81, 1652, 173, 1682]
end-rule — [391, 758, 495, 759]
continuation-block — [9, 726, 174, 1039]
baqiya-label: بقیہ — [958, 401, 1050, 431]
column — [530, 38, 705, 2556]
end-rule — [39, 1038, 144, 1039]
continuation-block — [185, 804, 349, 961]
continuation-number: 19 — [888, 1567, 958, 1597]
continuation-number: 38 — [362, 766, 432, 796]
end-rule — [741, 2132, 845, 2133]
baqiya-header — [9, 42, 174, 74]
baqiya-header — [536, 707, 700, 739]
end-rule — [1092, 1669, 1196, 1670]
end-rule — [215, 498, 319, 499]
masthead — [0, 0, 1411, 36]
article-text: وزیراعظم نے کہا کہ حکومت عوام کو ریلیف فراہم کرنے کیلئے تمام وسائل بروئے کار لا رہی ہے اور ملکی معیشت کی بہتری کیلئے اقدامات جاری ہیں۔ انہوں نے کہا کہ آئندہ انتخابات میں عوام اپنے ووٹ کا صحیح استعمال کریں گے۔ عدالت نے کیس کی سماعت ملتوی کرتے ہوئے فریقین سے جواب طلب کر لیا۔ اجلاس میں امن و امان کی صورتحال کا جائزہ لیا گیا اور متعلقہ اداروں کو ہدایات جاری کی گئیں۔ ترجمان نے بتایا کہ منصوبے پر کام تیزی سے جاری ہے اور اسے مقررہ وقت میں مکمل کیا جائے گا۔ وزیراعظم نے کہا کہ حکومت عوام کو ریلیف فراہم کرنے کیلئے تمام وسائل بروئے کار لا رہی ہے اور ملکی معیشت کی — [886, 1187, 1052, 1553]
article-text: وزیراعظم نے کہا کہ حکومت عوام کو ریلیف فراہم کرنے کیلئے تمام وسائل بروئے کار لا رہی ہے اور ملکی معیشت کی بہتری کیلئے اقدامات جاری ہیں۔ انہوں نے کہا کہ آئندہ انتخابات میں عوام اپنے ووٹ کا صحیح استعمال کریں گے۔ عدالت نے کیس کی سماعت ملتوی کرتے ہوئے فریقین سے جواب طلب — [711, 80, 876, 250]
end-rule — [391, 1084, 495, 1085]
article-text: وزیراعظم نے کہا کہ حکومت عوام کو ریلیف فراہم کرنے کیلئے تمام وسائل بروئے کار لا رہی ہے اور ملکی معیشت کی بہتری کیلئے اقدامات جاری ہیں۔ انہوں نے کہا کہ آئندہ انتخابات میں عوام اپنے ووٹ کا صحیح استعمال کریں گے۔ عدالت نے کیس کی سماعت ملتوی کرتے ہوئے فریقین سے جواب طلب کر لیا۔ اجلاس میں امن و امان کی صورتحال کا جائزہ لیا گیا اور متعلقہ اداروں کو ہدایات جاری کی گئیں۔ ترجمان نے بتایا کہ منصوبے پر کام تیزی سے جاری ہے اور اسے مقررہ وقت میں مکمل کیا جائے گا۔ وزیراعظم نے کہا کہ حکومت عوام کو ریلیف فراہم کرنے کیلئے تمام وسائل بروئے کار لا — [1062, 1714, 1227, 2060]
baqiya-header — [361, 42, 525, 74]
continuation-block — [711, 1084, 875, 1397]
article-text: وزیراعظم نے کہا کہ حکومت عوام کو ریلیف فراہم کرنے کیلئے تمام وسائل بروئے کار لا رہی ہے اور ملکی معیشت کی بہتری کیلئے اقدامات جاری ہیں۔ انہوں نے کہا کہ آئندہ انتخابات میں عوام اپنے ووٹ کا صحیح استعمال کریں گے۔ عدالت نے کیس کی سماعت ملتوی کرتے ہوئے فریقین سے جواب طلب کر لیا۔ اجلاس میں امن و امان کی صورتحال کا جائزہ لیا گیا اور متعلقہ اداروں کو ہدایات جاری کی گئیں۔ ترجمان نے بتایا کہ — [886, 803, 1052, 1051]
baqiya-header — [9, 1045, 174, 1077]
article-text: وزیراعظم نے کہا کہ حکومت عوام کو ریلیف فراہم کرنے کیلئے تمام وسائل بروئے کار لا رہی ہے اور ملکی معیشت کی بہتری کیلئے اقدامات جاری ہیں۔ انہوں نے کہا کہ آئندہ انتخابات میں عوام اپنے ووٹ کا صحیح استعمال کریں گے۔ عدالت نے کیس کی سماعت ملتوی کرتے ہوئے فریقین سے جواب طلب کر لیا۔ اجلاس میں امن و امان کی صورتحال کا جائزہ لیا گیا اور متعلقہ اداروں کو ہدایات جاری کی گئیں۔ ترجمان نے بتایا کہ منصوبے پر کام تیزی سے جاری ہے — [1237, 399, 1402, 667]
baqiya-label: بقیہ — [1309, 864, 1401, 894]
baqiya-header — [1238, 1306, 1402, 1338]
